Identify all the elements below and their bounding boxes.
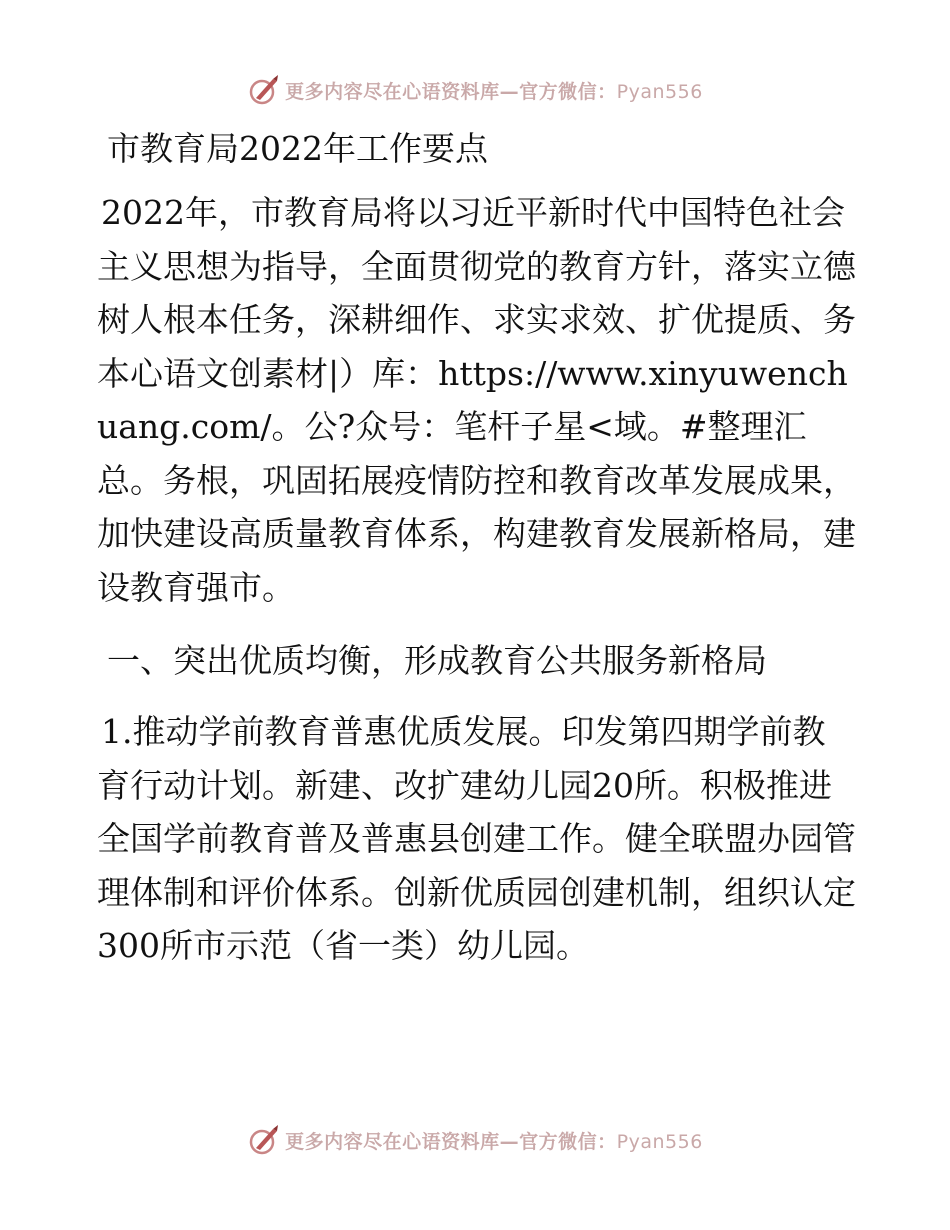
document-body — [97, 120, 857, 973]
header-banner — [0, 70, 950, 110]
banner-text: 更多内容尽在心语资料库—官方微信：Pyan556 — [285, 1130, 703, 1153]
section-heading: 一、突出优质均衡，形成教育公共服务新格局 — [107, 641, 767, 680]
wechat-handle: Pyan556 — [616, 80, 703, 103]
quill-pen-logo-icon — [247, 1123, 281, 1157]
item-1-paragraph: 1.推动学前教育普惠优质发展。印发第四期学前教育行动计划。新建、改扩建幼儿园20所。积极推进全国学前教育普及普惠县创建工作。健全联盟办园管理体制和评价体系。创新优质园创建机制，组织认定300所市示范（省一类）幼儿园。 — [97, 712, 856, 965]
wechat-handle: Pyan556 — [616, 1130, 703, 1153]
intro-paragraph: 2022年，市教育局将以习近平新时代中国特色社会主义思想为指导，全面贯彻党的教育方针，落实立德树人根本任务，深耕细作、求实求效、扩优提质、务本心语文创素材|）库：https://www.xinyuwenchuang.com/。公?众号：笔杆子星<域。#整理汇总。务根，巩固拓展疫情防控和教育改革发展成果，加快建设高质量教育体系，构建教育发展新格局，建设教育强市。 — [97, 193, 856, 607]
banner-text: 更多内容尽在心语资料库—官方微信：Pyan556 — [285, 80, 703, 103]
quill-pen-logo-icon — [247, 73, 281, 107]
footer-banner — [0, 1120, 950, 1160]
document-title: 市教育局2022年工作要点 — [107, 129, 488, 168]
